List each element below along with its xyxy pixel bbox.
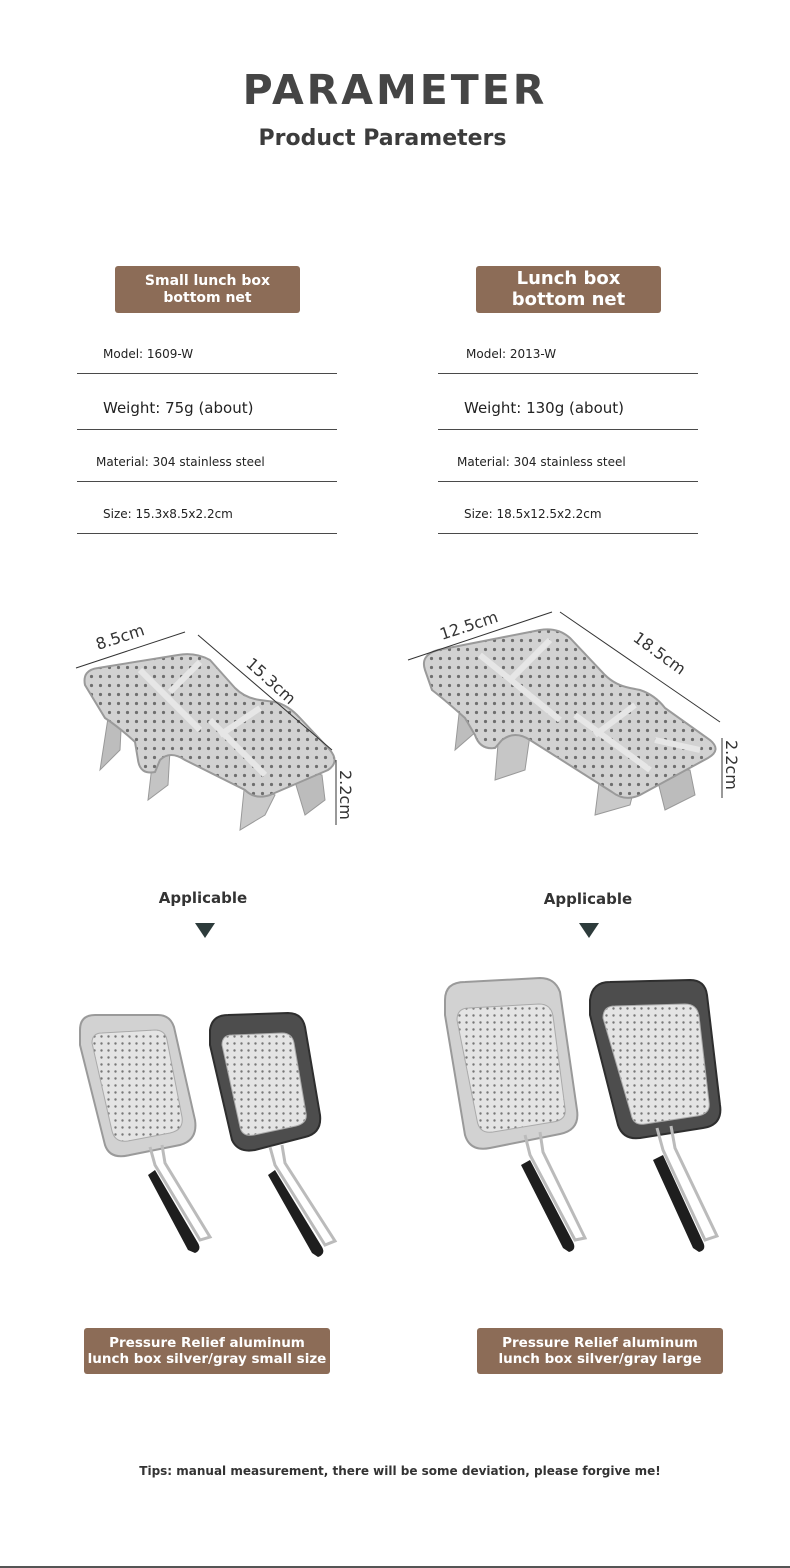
large-lunch-boxes-photo	[435, 970, 735, 1260]
silver-lunch-box	[80, 1015, 210, 1253]
fit-label-line1: Pressure Relief aluminum	[109, 1334, 305, 1351]
spec-row-size	[77, 482, 337, 534]
page-subtitle: Product Parameters	[258, 126, 507, 151]
fit-label-line2: lunch box silver/gray small size	[87, 1351, 327, 1367]
small-lunch-boxes-photo	[70, 1005, 350, 1265]
spec-weight: Weight: 130g (about)	[464, 399, 624, 417]
applicable-label: Applicable	[543, 890, 633, 908]
gray-lunch-box	[210, 1013, 335, 1257]
product-label-line1: Small lunch box	[144, 272, 271, 289]
product-label-line2: bottom net	[511, 288, 626, 310]
spec-model: Model: 2013-W	[466, 347, 557, 361]
spec-weight: Weight: 75g (about)	[103, 399, 254, 417]
product-label-large	[476, 266, 661, 313]
fit-label-line2: lunch box silver/gray large	[498, 1351, 702, 1367]
spec-row-material	[77, 430, 337, 482]
down-triangle-icon	[579, 923, 599, 938]
tips-note: Tips: manual measurement, there will be some deviation, please forgive me!	[139, 1464, 661, 1478]
fit-label-line1: Pressure Relief aluminum	[502, 1334, 698, 1351]
spec-row-model	[438, 330, 698, 374]
dimension-length-label: 15.3cm	[242, 653, 300, 709]
dimension-width-label: 8.5cm	[93, 620, 147, 654]
fit-label-large	[477, 1328, 723, 1374]
dimension-length-label: 18.5cm	[629, 627, 690, 679]
spec-row-material	[438, 430, 698, 482]
product-label-line1: Lunch box	[516, 267, 621, 289]
net-tray	[85, 654, 335, 796]
down-triangle-icon	[195, 923, 215, 938]
small-net-dimension-diagram	[60, 600, 380, 840]
spec-material: Material: 304 stainless steel	[96, 455, 265, 469]
page-title: PARAMETER	[242, 66, 548, 114]
gray-lunch-box	[590, 980, 720, 1252]
spec-row-weight	[77, 374, 337, 430]
dimension-height-label: 2.2cm	[336, 770, 355, 820]
spec-size: Size: 15.3x8.5x2.2cm	[103, 507, 233, 521]
silver-lunch-box	[445, 978, 585, 1252]
spec-material: Material: 304 stainless steel	[457, 455, 626, 469]
large-net-dimension-diagram	[400, 600, 750, 830]
product-label-small	[115, 266, 300, 313]
applicable-label: Applicable	[158, 889, 248, 907]
spec-row-model	[77, 330, 337, 374]
fit-label-small	[84, 1328, 330, 1374]
spec-size: Size: 18.5x12.5x2.2cm	[464, 507, 602, 521]
spec-row-size	[438, 482, 698, 534]
dimension-height-label: 2.2cm	[722, 740, 741, 790]
dimension-width-label: 12.5cm	[437, 607, 501, 644]
spec-model: Model: 1609-W	[103, 347, 194, 361]
spec-row-weight	[438, 374, 698, 430]
product-label-line2: bottom net	[163, 289, 252, 306]
